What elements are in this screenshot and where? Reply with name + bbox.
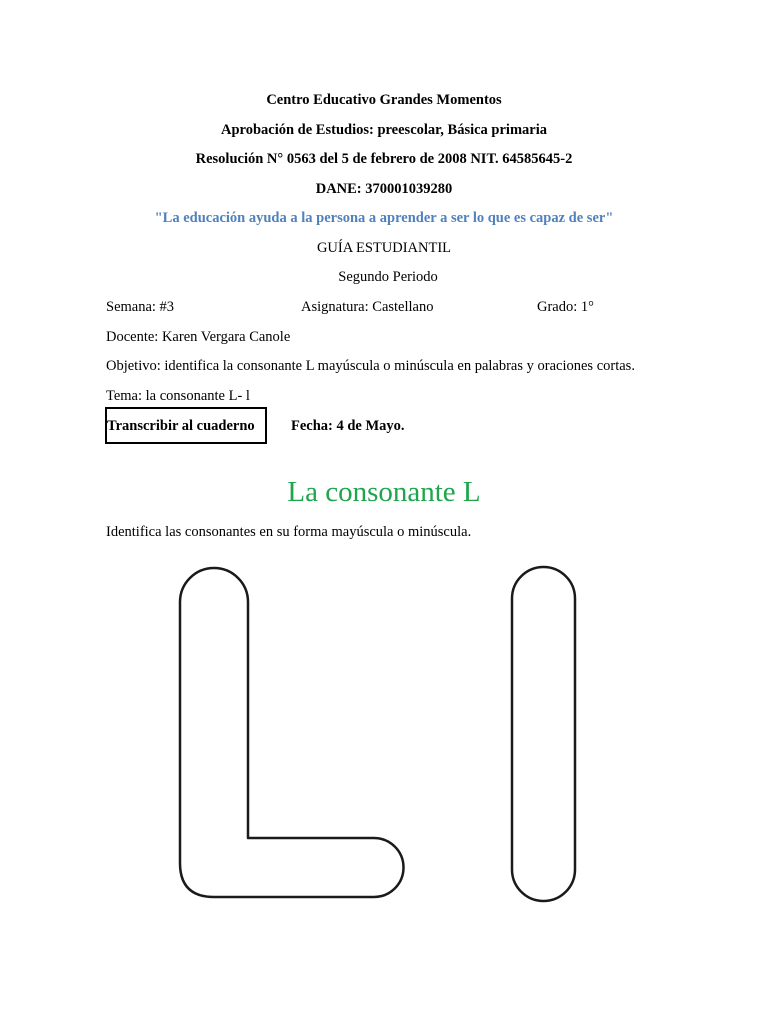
period-label: Segundo Periodo [338, 269, 438, 285]
lesson-title: La consonante L [287, 476, 481, 508]
lesson-instruction: Identifica las consonantes en su forma mayúscula o minúscula. [106, 524, 472, 540]
uppercase-l-outline [180, 568, 404, 897]
transcribe-label: Transcribir al cuaderno [107, 418, 255, 434]
objective-text: Objetivo: identifica la consonante L mayúscula o minúscula en palabras y oraciones cortas. [106, 358, 635, 374]
date-label: Fecha: 4 de Mayo. [291, 418, 405, 434]
resolution-line: Resolución N° 0563 del 5 de febrero de 2008 NIT. 64585645-2 [195, 151, 573, 167]
subject-label: Asignatura: Castellano [301, 299, 434, 315]
week-label: Semana: #3 [106, 299, 175, 315]
teacher-label: Docente: Karen Vergara Canole [106, 329, 291, 345]
dane-line: DANE: 370001039280 [315, 181, 453, 197]
grade-label: Grado: 1° [537, 299, 594, 315]
guide-title: GUÍA ESTUDIANTIL [316, 240, 452, 256]
topic-text: Tema: la consonante L- l [106, 388, 250, 404]
approval-line: Aprobación de Estudios: preescolar, Básica primaria [221, 122, 547, 138]
school-motto: "La educación ayuda a la persona a aprender a ser lo que es capaz de ser" [154, 210, 614, 226]
school-name: Centro Educativo Grandes Momentos [266, 92, 502, 108]
lowercase-l-outline [512, 567, 575, 901]
